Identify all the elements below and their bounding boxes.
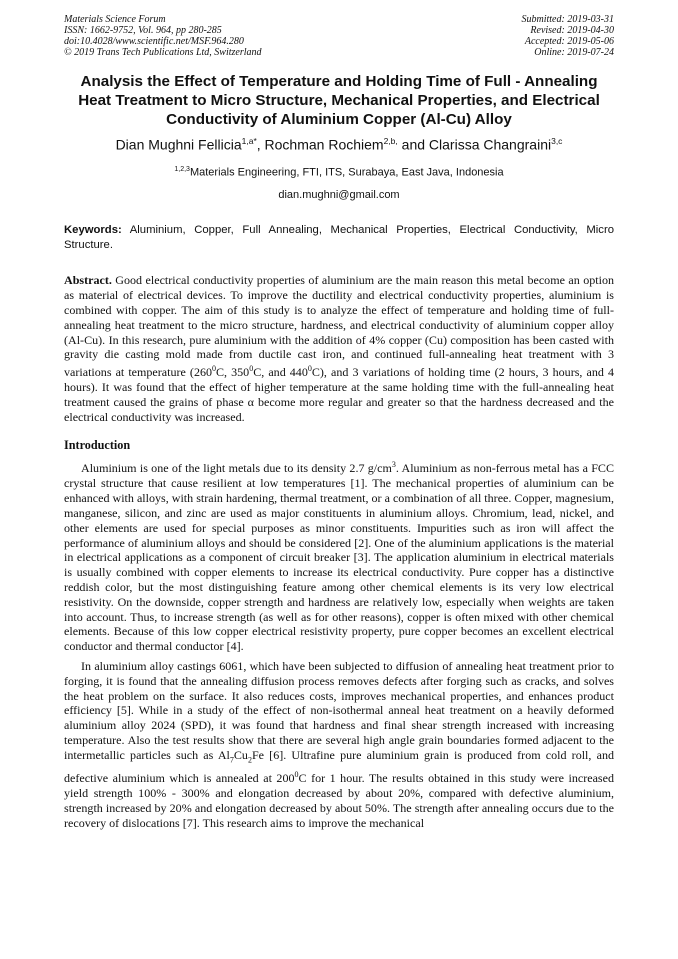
- journal-header: [64, 14, 614, 58]
- subscript: 7: [229, 755, 234, 765]
- journal-name: Materials Science Forum: [64, 14, 166, 25]
- author-email: dian.mughni@gmail.com: [278, 189, 400, 202]
- paragraph-text: . Aluminium as non-ferrous metal has a FCC crystal structure that cause resilient at low temperatures [1]. The mechanical properties of aluminium can be enhanced with alloys, with strain hardening, thermal treatment, or a combination of all three. Copper, magnesium, manganese, silicon, and zinc are used as major constituents in aluminium alloys. Chromium, lead, nickel, and other elements are used for special purposes as minor constituents. Impurities such as iron will affect the performance of aluminium alloys and should be considered [2]. One of the aluminium applications is the material in electrical applications as a component of circuit breaker [3]. The application aluminium in electrical materials is usually combined with copper elements to increase its electrical conductivity. Pure copper has a distinctive reddish color, but the most distinguishing feature among other chemical elements is its very low electrical resistivity. On the downside, copper strength and hardness are relatively low, especially when weights are taken into account. Thus, to increase strength (as well as for other reasons), copper is often mixed with other chemical elements. Because of this low copper electrical resistivity property, pure copper becomes an excellent electrical conductor and thermal conductor [4].: [64, 461, 614, 654]
- abstract-text: C, 350: [216, 365, 250, 380]
- keywords-label: Keywords:: [64, 224, 122, 237]
- paragraph-text: Cu: [233, 747, 248, 762]
- journal-info: [64, 14, 262, 58]
- author-name: Rochman Rochiem: [264, 136, 384, 153]
- date-revised: Revised: 2019-04-30: [530, 25, 614, 36]
- author-superscript: 1,a*: [241, 136, 257, 146]
- journal-copyright: © 2019 Trans Tech Publications Ltd, Switzerland: [64, 47, 262, 58]
- affiliation-text: Materials Engineering, FTI, ITS, Surabaya, East Java, Indonesia: [189, 166, 504, 179]
- journal-doi: doi:10.4028/www.scientific.net/MSF.964.280: [64, 36, 244, 47]
- journal-issn: ISSN: 1662-9752, Vol. 964, pp 280-285: [64, 25, 222, 36]
- degree-superscript: 0: [249, 364, 254, 374]
- affiliation-superscript: 1,2,3: [174, 165, 190, 173]
- author-name: Clarissa Changraini: [428, 136, 552, 153]
- abstract-label: Abstract.: [64, 273, 112, 288]
- intro-paragraph-1: [64, 458, 614, 654]
- intro-paragraph-2: [64, 659, 614, 830]
- date-accepted: Accepted: 2019-05-06: [524, 36, 614, 47]
- date-submitted: Submitted: 2019-03-31: [521, 14, 614, 25]
- degree-superscript: 0: [212, 364, 217, 374]
- paragraph-text: Fe [6]. Ultrafine pure aluminium grain is produced from cold roll, and defective aluminium which is annealed at 200: [64, 747, 614, 786]
- submission-dates: [522, 14, 615, 58]
- author-name: Dian Mughni Fellicia: [115, 136, 242, 153]
- paper-title: Analysis the Effect of Temperature and Holding Time of Full - Annealing Heat Treatment to Micro Structure, Mechanical Properties, and Electrical Conductivity of Aluminium Copper (Al-Cu) Alloy: [78, 73, 600, 128]
- degree-superscript: 0: [294, 770, 299, 780]
- abstract-text: C, and 440: [253, 365, 308, 380]
- affiliation: [64, 163, 614, 180]
- author-list: [64, 132, 614, 154]
- author-and: and: [397, 136, 429, 153]
- date-online: Online: 2019-07-24: [534, 47, 614, 58]
- paragraph-text: Aluminium is one of the light metals due to its density 2.7 g/cm: [81, 461, 392, 476]
- cube-superscript: 3: [391, 460, 396, 470]
- paragraph-text: C for 1 hour. The results obtained in this study were increased yield strength 100% - 300% and elongation decreased by about 20%, compared with defective aluminium, strength increased by 20% and elongation decreased by about 50%. The strength after annealing occurs due to the recovery of dislocations [7]. This research aims to improve the mechanical: [64, 771, 614, 830]
- abstract-text: Good electrical conductivity properties of aluminium are the main reason this metal become an option as material of electrical devices. To improve the ductility and electrical conductivity properties, aluminium is combined with copper. The aim of this study is to analyze the effect of temperature and holding time of full-annealing heat treatment to the micro structure, hardness, and electrical conductivity of aluminium copper alloy (Al-Cu). In this research, pure aluminium with the addition of 4% copper (Cu) composition has been casted with gravity die casting mold made from ductile cast iron, and continued full-annealing heat treatment with 3 variations at temperature (260: [64, 273, 614, 380]
- subscript: 2: [247, 755, 252, 765]
- paragraph-text: In aluminium alloy castings 6061, which have been subjected to diffusion of annealing heat treatment prior to forging, it is found that the annealing diffusion process removes defects after forging such as cracks, and solves the heat problem on the surface. It also reduces costs, improves mechanical properties, and enhances product efficiency [5]. While in a study of the effect of non-isothermal anneal heat treatment on a heavily deformed aluminium alloy 2024 (SPD), it was found that hardness and final shear strength increased with increasing temperature. Also the test results show that there are several high angle grain boundaries formed adjacent to the intermetallic particles such as Al: [64, 659, 614, 762]
- author-superscript: 2,b,: [383, 136, 398, 146]
- keywords-text: Aluminium, Copper, Full Annealing, Mechanical Properties, Electrical Conductivity, Micro Structure.: [64, 224, 614, 251]
- abstract-text: C), and 3 variations of holding time (2 hours, 3 hours, and 4 hours). It was found that the effect of higher temperature at the same holding time with the full-annealing heat treatment caused the grains of phase α become more regular and greater so that the hardness decreased and the electrical conductivity was increased.: [64, 365, 614, 424]
- author-separator: ,: [256, 136, 265, 153]
- section-heading-introduction: Introduction: [64, 438, 131, 453]
- keywords: [64, 223, 614, 252]
- author-superscript: 3,c: [551, 136, 563, 146]
- degree-superscript: 0: [307, 364, 312, 374]
- abstract: [64, 273, 614, 424]
